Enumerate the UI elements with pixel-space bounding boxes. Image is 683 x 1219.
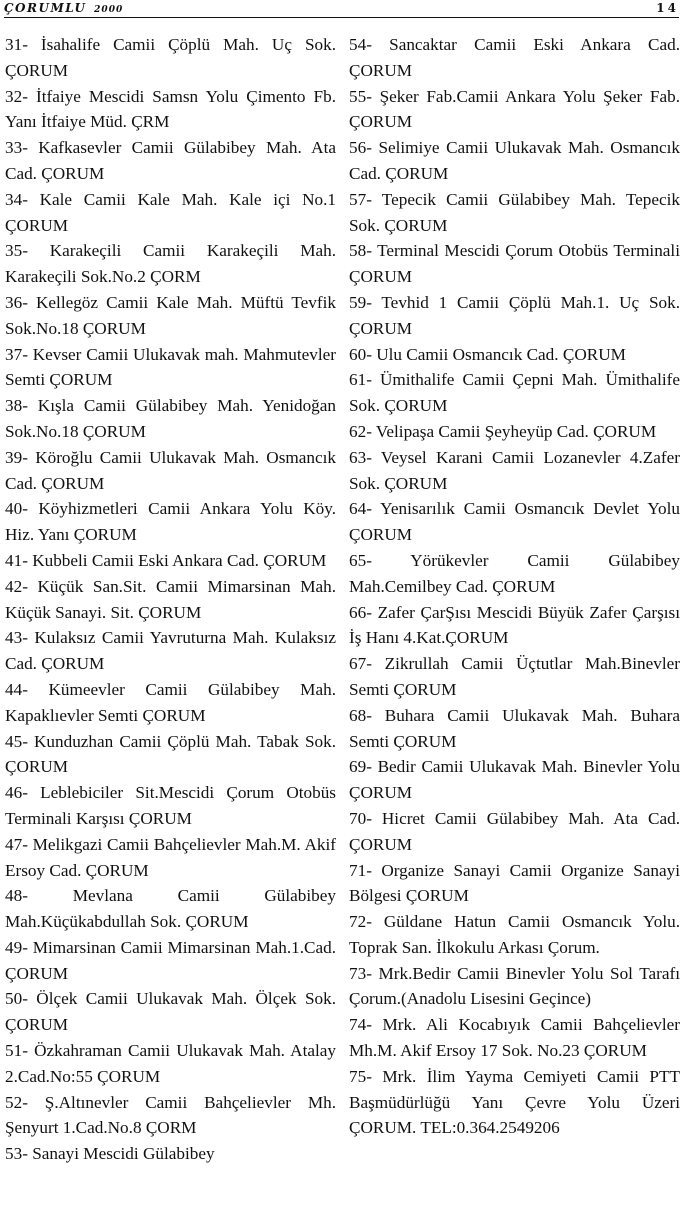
- mosque-entry: 32- İtfaiye Mescidi Samsn Yolu Çimento Fb. Yanı İtfaiye Müd. ÇRM: [5, 86, 336, 132]
- mosque-entry: 56- Selimiye Camii Ulukavak Mah. Osmancık Cad. ÇORUM: [349, 138, 680, 183]
- mosque-entry: 44- Kümeevler Camii Gülabibey Mah. Kapaklıevler Semti ÇORUM: [5, 679, 336, 725]
- mosque-entry: 48- Mevlana Camii Gülabibey Mah.Küçükabdullah Sok. ÇORUM: [5, 886, 336, 932]
- mosque-entry: 74- Mrk. Ali Kocabıyık Camii Bahçelievler Mh.M. Akif Ersoy 17 Sok. No.23 ÇORUM: [349, 1015, 680, 1061]
- mosque-entry: 54- Sancaktar Camii Eski Ankara Cad. ÇORUM: [349, 35, 680, 80]
- mosque-entry: 50- Ölçek Camii Ulukavak Mah. Ölçek Sok. ÇORUM: [5, 989, 336, 1035]
- mosque-entry: 38- Kışla Camii Gülabibey Mah. Yenidoğan Sok.No.18 ÇORUM: [5, 396, 336, 441]
- mosque-entry: 33- Kafkasevler Camii Gülabibey Mah. Ata Cad. ÇORUM: [5, 138, 336, 183]
- mosque-entry: 52- Ş.Altınevler Camii Bahçelievler Mh. Şenyurt 1.Cad.No.8 ÇORM: [5, 1092, 336, 1138]
- mosque-entry: 34- Kale Camii Kale Mah. Kale içi No.1 ÇORUM: [5, 189, 336, 235]
- mosque-entry: 72- Güldane Hatun Camii Osmancık Yolu. Toprak San. İlkokulu Arkası Çorum.: [349, 912, 680, 957]
- mosque-entry: 41- Kubbeli Camii Eski Ankara Cad. ÇORUM: [5, 550, 327, 570]
- mosque-entry: 49- Mimarsinan Camii Mimarsinan Mah.1.Cad. ÇORUM: [5, 937, 336, 983]
- page-header: [4, 0, 679, 24]
- mosque-entry: 51- Özkahraman Camii Ulukavak Mah. Atalay 2.Cad.No:55 ÇORUM: [5, 1041, 336, 1086]
- mosque-entry: 40- Köyhizmetleri Camii Ankara Yolu Köy. Hiz. Yanı ÇORUM: [5, 499, 336, 545]
- mosque-entry: 73- Mrk.Bedir Camii Binevler Yolu Sol Tarafı Çorum.(Anadolu Lisesini Geçince): [349, 963, 680, 1009]
- mosque-list-right-column: [349, 32, 680, 1141]
- mosque-entry: 67- Zikrullah Camii Üçtutlar Mah.Binevler Semti ÇORUM: [349, 654, 680, 699]
- mosque-entry: 39- Köroğlu Camii Ulukavak Mah. Osmancık Cad. ÇORUM: [5, 447, 336, 493]
- mosque-entry: 70- Hicret Camii Gülabibey Mah. Ata Cad. ÇORUM: [349, 808, 680, 854]
- publication-name: ÇORUMLU: [4, 1, 87, 15]
- mosque-list-left-column: [5, 32, 336, 1167]
- publication-title: [4, 1, 123, 15]
- header-divider: [4, 17, 679, 18]
- mosque-entry: 47- Melikgazi Camii Bahçelievler Mah.M. Akif Ersoy Cad. ÇORUM: [5, 834, 336, 880]
- mosque-entry: 57- Tepecik Camii Gülabibey Mah. Tepecik Sok. ÇORUM: [349, 189, 680, 235]
- mosque-entry: 36- Kellegöz Camii Kale Mah. Müftü Tevfik Sok.No.18 ÇORUM: [5, 292, 336, 338]
- mosque-entry: 62- Velipaşa Camii Şeyheyüp Cad. ÇORUM: [349, 421, 657, 441]
- mosque-entry: 58- Terminal Mescidi Çorum Otobüs Terminali ÇORUM: [349, 241, 680, 287]
- mosque-entry: 71- Organize Sanayi Camii Organize Sanayi Bölgesi ÇORUM: [349, 860, 680, 906]
- mosque-entry: 35- Karakeçili Camii Karakeçili Mah. Karakeçili Sok.No.2 ÇORM: [5, 241, 336, 287]
- mosque-entry: 61- Ümithalife Camii Çepni Mah. Ümithalife Sok. ÇORUM: [349, 370, 680, 416]
- publication-year: 2000: [94, 5, 124, 15]
- mosque-entry: 75- Mrk. İlim Yayma Cemiyeti Camii PTT Başmüdürlüğü Yanı Çevre Yolu Üzeri ÇORUM. TEL:0.364.2549206: [349, 1066, 680, 1138]
- mosque-entry: 63- Veysel Karani Camii Lozanevler 4.Zafer Sok. ÇORUM: [349, 447, 680, 493]
- mosque-entry: 64- Yenisarılık Camii Osmancık Devlet Yolu ÇORUM: [349, 499, 680, 545]
- mosque-entry: 42- Küçük San.Sit. Camii Mimarsinan Mah. Küçük Sanayi. Sit. ÇORUM: [5, 576, 336, 622]
- mosque-entry: 68- Buhara Camii Ulukavak Mah. Buhara Semti ÇORUM: [349, 705, 680, 751]
- page-number: 14: [656, 1, 679, 15]
- mosque-entry: 65- Yörükevler Camii Gülabibey Mah.Cemilbey Cad. ÇORUM: [349, 550, 680, 596]
- mosque-entry: 69- Bedir Camii Ulukavak Mah. Binevler Yolu ÇORUM: [349, 757, 680, 803]
- mosque-entry: 37- Kevser Camii Ulukavak mah. Mahmutevler Semti ÇORUM: [5, 344, 336, 390]
- mosque-entry: 59- Tevhid 1 Camii Çöplü Mah.1. Uç Sok. ÇORUM: [349, 292, 680, 338]
- mosque-entry: 31- İsahalife Camii Çöplü Mah. Uç Sok. ÇORUM: [5, 35, 336, 80]
- mosque-entry: 45- Kunduzhan Camii Çöplü Mah. Tabak Sok. ÇORUM: [5, 731, 336, 777]
- mosque-entry: 43- Kulaksız Camii Yavruturna Mah. Kulaksız Cad. ÇORUM: [5, 628, 336, 674]
- mosque-entry: 55- Şeker Fab.Camii Ankara Yolu Şeker Fab. ÇORUM: [349, 86, 680, 132]
- mosque-entry: 46- Leblebiciler Sit.Mescidi Çorum Otobüs Terminali Karşısı ÇORUM: [5, 783, 336, 828]
- mosque-entry: 53- Sanayi Mescidi Gülabibey: [5, 1144, 215, 1164]
- mosque-entry: 66- Zafer ÇarŞısı Mescidi Büyük Zafer Çarşısı İş Hanı 4.Kat.ÇORUM: [349, 602, 680, 648]
- mosque-entry: 60- Ulu Camii Osmancık Cad. ÇORUM: [349, 344, 626, 364]
